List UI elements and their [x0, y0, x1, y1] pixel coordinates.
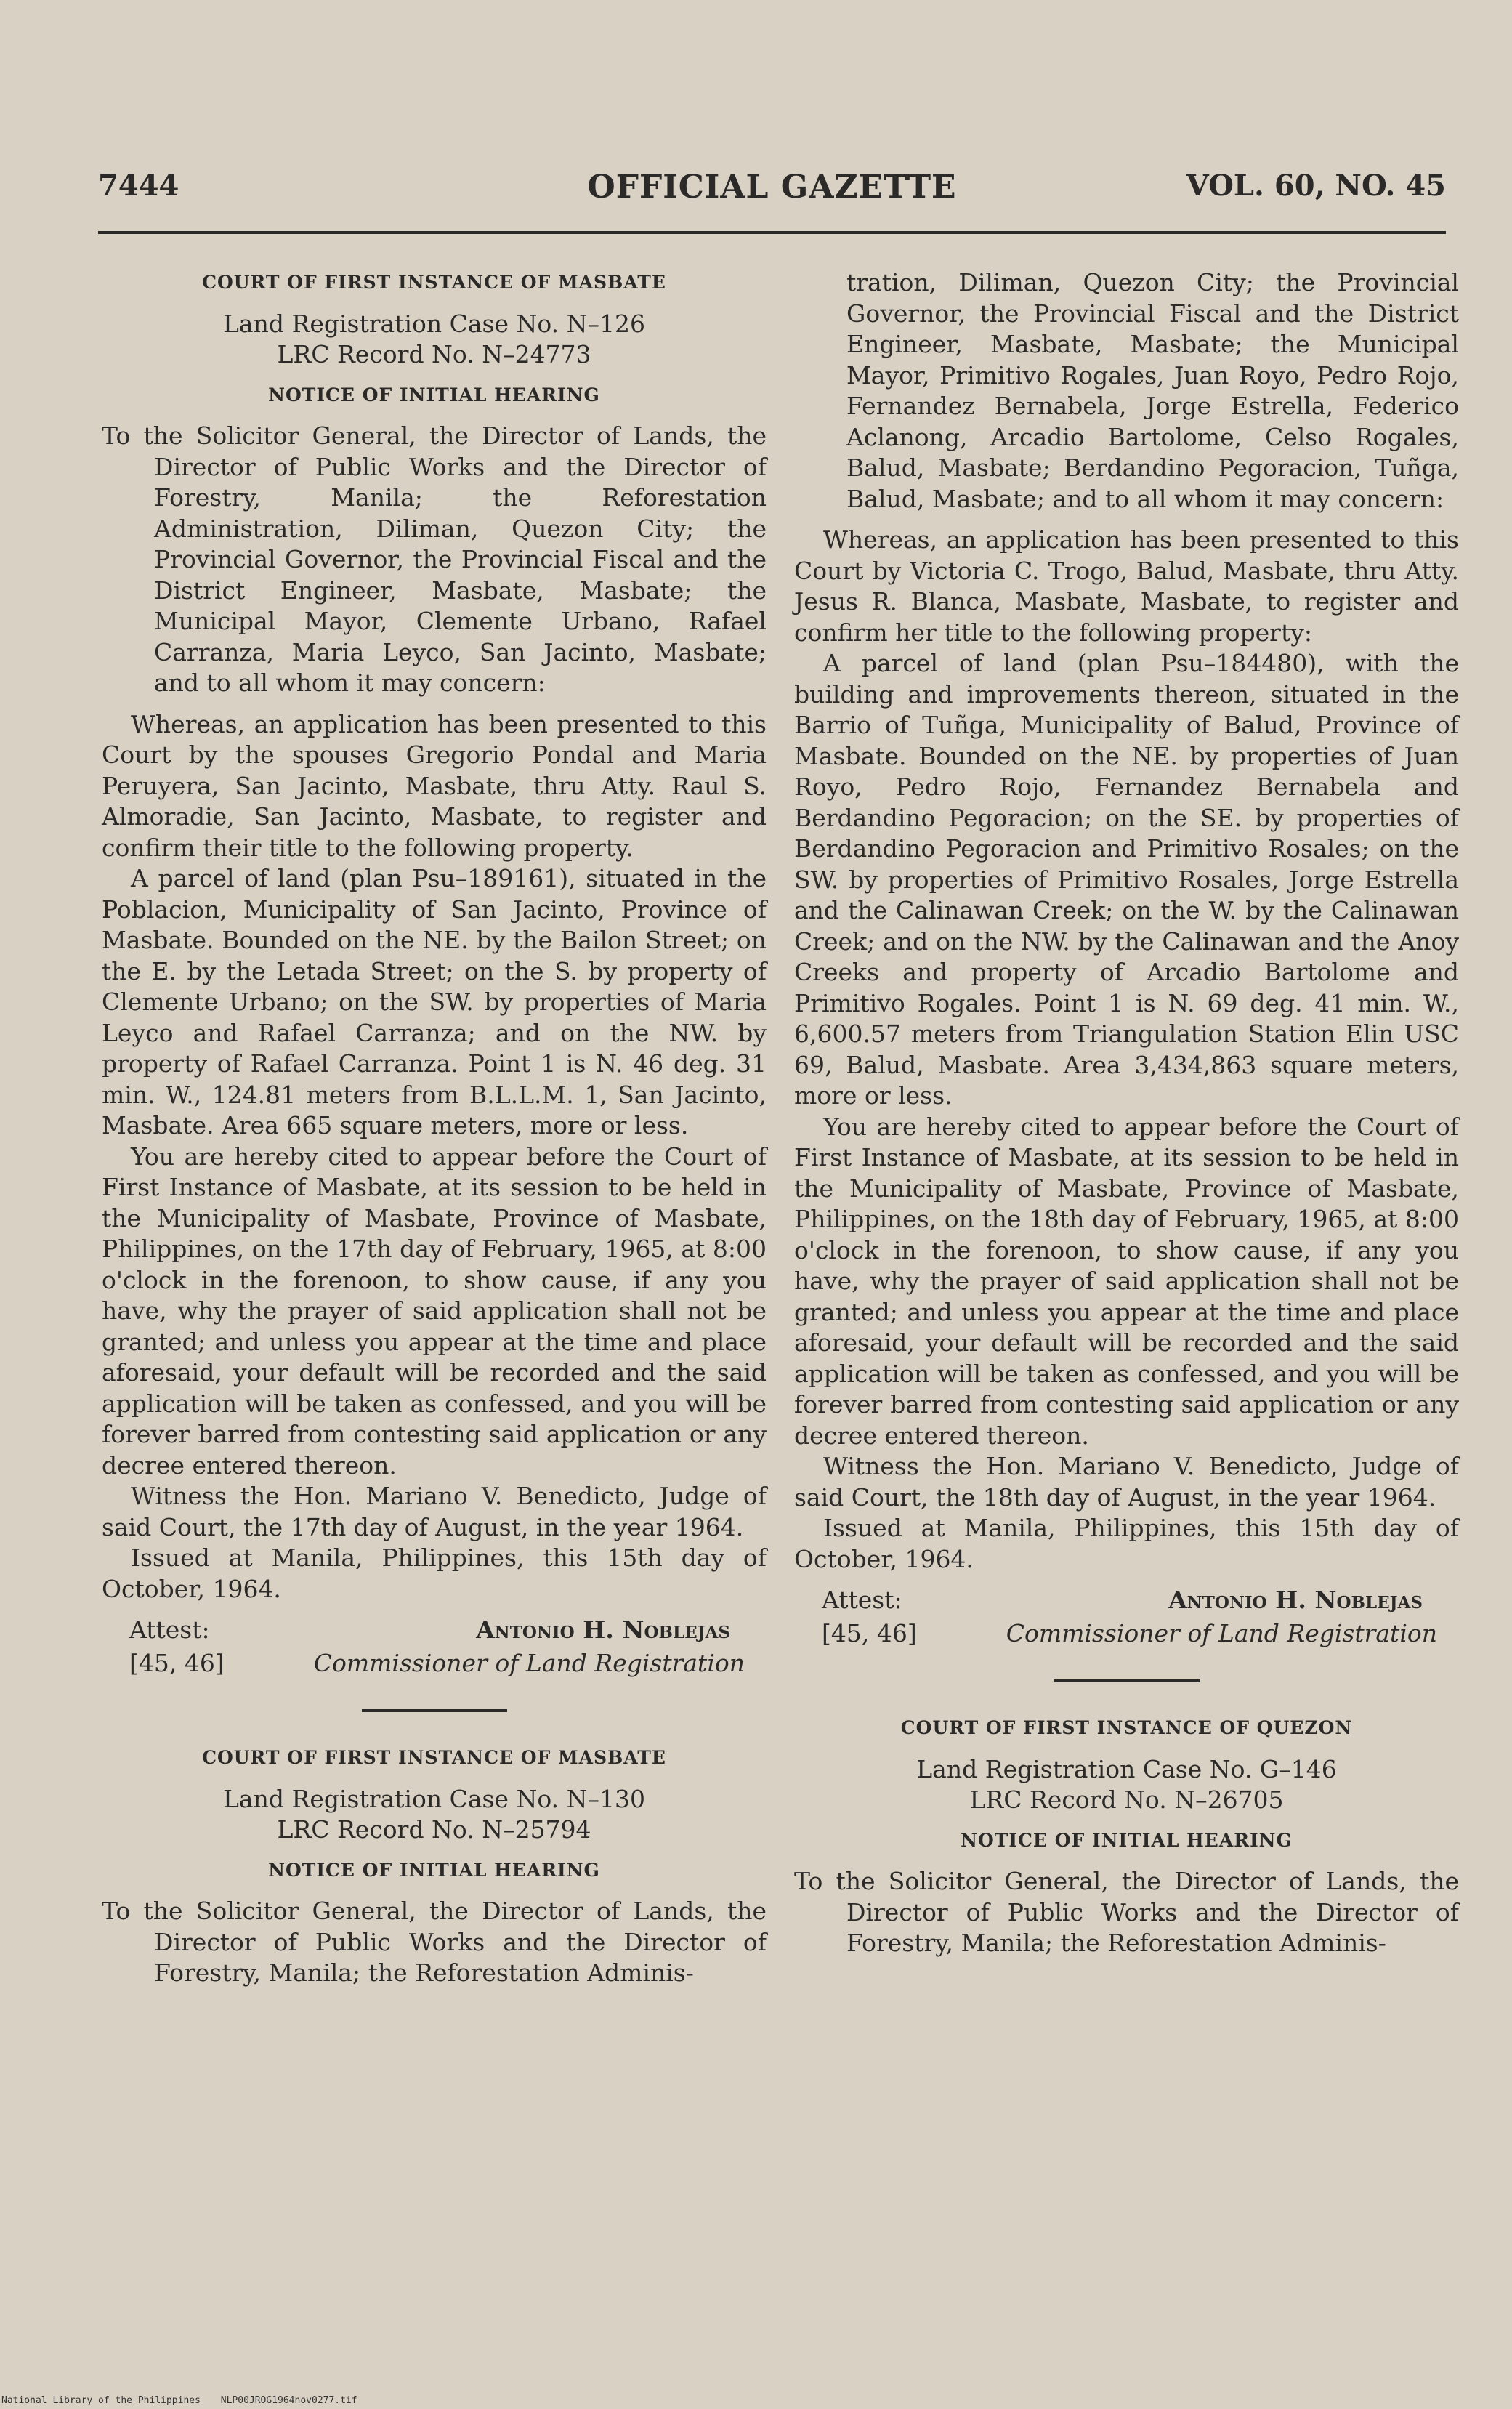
page-header — [98, 169, 1446, 227]
addressee-paragraph: To the Solicitor General, the Director of Lands, the Director of Public Works and the Director of Forestry, Manila; the Reforestation Adminis- — [794, 1867, 1459, 1957]
record-number: LRC Record No. N–26705 — [969, 1785, 1284, 1814]
body-paragraph: You are hereby cited to appear before the Court of First Instance of Masbate, at its session to be held in the Municipality of Masbate, Province of Masbate, Philippines, on the 18th day of February, 1965, at 8:00 o'clock in the forenoon, to show cause, if any you have, why the prayer of said application shall not be granted; and unless you appear at the time and place aforesaid, your default will be recorded and the said application will be taken as confessed, and you will be forever barred from contesting said application or any decree entered thereon. — [794, 1112, 1459, 1450]
body-paragraph: A parcel of land (plan Psu–189161), situated in the Poblacion, Municipality of San Jacinto, Province of Masbate. Bounded on the NE. by the Bailon Street; on the E. by the Letada Street; on the S. by property of Clemente Urbano; on the SW. by properties of Maria Leyco and Rafael Carranza; and on the NW. by property of Rafael Carranza. Point 1 is N. 46 deg. 31 min. W., 124.81 meters from B.L.L.M. 1, San Jacinto, Masbate. Area 665 square meters, more or less. — [102, 864, 767, 1139]
scan-filename: NLP00JROG1964nov0277.tif — [220, 2395, 357, 2406]
body-paragraph: Witness the Hon. Mariano V. Benedicto, Judge of said Court, the 17th day of August, in the year 1964. — [102, 1482, 767, 1541]
body-paragraph: You are hereby cited to appear before the Court of First Instance of Masbate, at its session to be held in the Municipality of Masbate, Province of Masbate, Philippines, on the 17th day of February, 1965, at 8:00 o'clock in the forenoon, to show cause, if any you have, why the prayer of said application shall not be granted; and unless you appear at the time and place aforesaid, your default will be recorded and the said application will be taken as confessed, and you will be forever barred from contesting said application or any decree entered thereon. — [102, 1142, 767, 1480]
case-number: Land Registration Case No. N–130 — [223, 1784, 645, 1813]
addressee-continuation: tration, Diliman, Quezon City; the Provincial Governor, the Provincial Fiscal and the District Engineer, Masbate, Masbate; the Municipal Mayor, Primitivo Rogales, Juan Royo, Pedro Rojo, Fernandez Bernabela, Jorge Estrella, Federico Aclanong, Arcadio Bartolome, Celso Rogales, Balud, Masbate; Berdandino Pegoracion, Tuñga, Balud, Masbate; and to all whom it may concern: — [846, 268, 1459, 513]
attestation-block — [794, 1585, 1459, 1653]
issue-reference: [45, 46] — [129, 1649, 225, 1677]
header-rule — [98, 231, 1446, 234]
record-number: LRC Record No. N–25794 — [277, 1815, 591, 1844]
body-paragraph: Whereas, an application has been presented to this Court by Victoria C. Trogo, Balud, Masbate, thru Atty. Jesus R. Blanca, Masbate, Masbate, to register and confirm her title to the following property: — [794, 525, 1459, 647]
volume-number: VOL. 60, NO. 45 — [1186, 169, 1446, 203]
left-column — [102, 267, 767, 1989]
court-heading: COURT OF FIRST INSTANCE OF QUEZON — [900, 1717, 1353, 1738]
notice-title: NOTICE OF INITIAL HEARING — [268, 1859, 600, 1881]
notice-title: NOTICE OF INITIAL HEARING — [268, 384, 600, 405]
publication-title: OFFICIAL GAZETTE — [587, 169, 957, 206]
scan-footer — [1, 2395, 372, 2406]
issue-reference: [45, 46] — [822, 1619, 917, 1647]
notice-title: NOTICE OF INITIAL HEARING — [961, 1829, 1293, 1851]
court-heading: COURT OF FIRST INSTANCE OF MASBATE — [202, 272, 666, 293]
case-number: Land Registration Case No. N–126 — [223, 309, 645, 338]
body-paragraph: Witness the Hon. Mariano V. Benedicto, Judge of said Court, the 18th day of August, in the year 1964. — [794, 1452, 1459, 1512]
attest-label: Attest: — [129, 1615, 210, 1644]
attest-label: Attest: — [822, 1586, 902, 1614]
body-paragraph: Whereas, an application has been presented to this Court by the spouses Gregorio Pondal and Maria Peruyera, San Jacinto, Masbate, thru Atty. Raul S. Almoradie, San Jacinto, Masbate, to register and confirm their title to the following property. — [102, 709, 767, 862]
body-paragraph: Issued at Manila, Philippines, this 15th day of October, 1964. — [102, 1544, 767, 1603]
section-divider — [362, 1709, 507, 1712]
signatory-name: Antonio H. Noblejas — [476, 1615, 730, 1644]
record-number: LRC Record No. N–24773 — [277, 339, 591, 368]
body-paragraph: Issued at Manila, Philippines, this 15th day of October, 1964. — [794, 1514, 1459, 1573]
body-paragraph: A parcel of land (plan Psu–184480), with the building and improvements thereon, situated in the Barrio of Tuñga, Municipality of Balud, Province of Masbate. Bounded on the NE. by properties of Juan Royo, Pedro Rojo, Fernandez Bernabela and Berdandino Pegoracion; on the SE. by properties of Berdandino Pegoracion and Primitivo Rosales; on the SW. by properties of Primitivo Rosales, Jorge Estrella and the Calinawan Creek; on the W. by the Calinawan Creek; and on the NW. by the Calinawan and the Anoy Creeks and property of Arcadio Bartolome and Primitivo Rogales. Point 1 is N. 69 deg. 41 min. W., 6,600.57 meters from Triangulation Station Elin USC 69, Balud, Masbate. Area 3,434,863 square meters, more or less. — [794, 649, 1459, 1110]
case-number: Land Registration Case No. G–146 — [916, 1754, 1337, 1783]
signatory-title: Commissioner of Land Registration — [313, 1649, 745, 1677]
signatory-title: Commissioner of Land Registration — [1006, 1619, 1437, 1647]
addressee-paragraph: To the Solicitor General, the Director of Lands, the Director of Public Works and the Director of Forestry, Manila; the Reforestation Administration, Diliman, Quezon City; the Provincial Governor, the Provincial Fiscal and the District Engineer, Masbate, Masbate; the Municipal Mayor, Clemente Urbano, Rafael Carranza, Maria Leyco, San Jacinto, Masbate; and to all whom it may concern: — [102, 421, 767, 697]
attestation-block — [102, 1615, 767, 1683]
page-number: 7444 — [98, 169, 179, 203]
court-heading: COURT OF FIRST INSTANCE OF MASBATE — [202, 1747, 666, 1768]
signatory-name: Antonio H. Noblejas — [1168, 1586, 1423, 1614]
right-column — [794, 267, 1459, 1959]
section-divider — [1054, 1679, 1200, 1682]
library-credit: National Library of the Philippines — [1, 2395, 201, 2406]
addressee-paragraph: To the Solicitor General, the Director of Lands, the Director of Public Works and the Director of Forestry, Manila; the Reforestation Adminis- — [102, 1897, 767, 1987]
